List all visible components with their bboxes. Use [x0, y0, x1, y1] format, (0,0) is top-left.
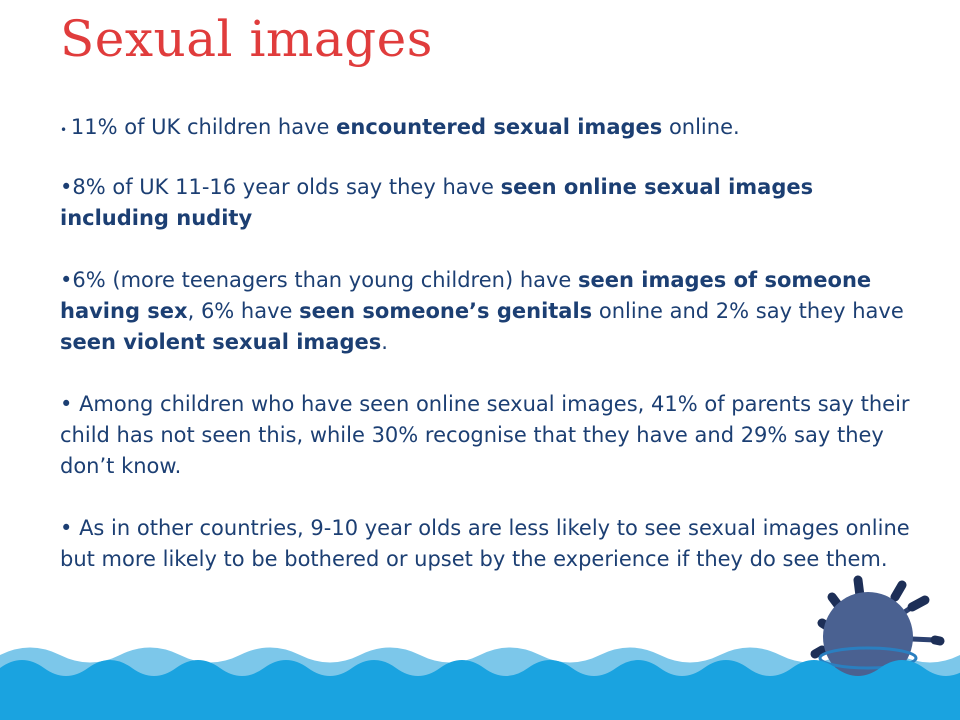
bullet-marker: •	[60, 123, 71, 137]
bold-run: encountered sexual images	[336, 115, 663, 139]
bullet-list	[60, 112, 920, 606]
text-run: online.	[662, 115, 740, 139]
bold-run: seen images of someone having sex	[60, 268, 872, 323]
bold-run: seen someone’s genitals	[299, 299, 593, 323]
bullet-5	[60, 513, 920, 575]
back-wave	[0, 648, 960, 720]
slide-title: Sexual images	[60, 10, 433, 68]
bullet-1	[60, 112, 920, 146]
text-run: 11% of UK children have	[70, 115, 337, 139]
text-run: As in other countries, 9-10 year olds are less likely to see sexual images online but more likely to be bothered or upset by the experience if they do see them.	[60, 516, 910, 571]
text-run: .	[381, 330, 388, 354]
text-run: 6% (more teenagers than young children) have	[72, 268, 579, 292]
text-run: online and 2% say they have	[592, 299, 904, 323]
bullet-4	[60, 389, 920, 482]
front-wave	[0, 660, 960, 720]
bold-run: seen online sexual images including nudity	[60, 175, 814, 230]
bullet-marker: •	[60, 268, 73, 292]
bold-run: seen violent sexual images	[60, 330, 382, 354]
text-run: , 6% have	[187, 299, 300, 323]
bullet-marker: •	[60, 175, 73, 199]
bullet-2	[60, 172, 920, 234]
bullet-marker: •	[60, 516, 80, 540]
bullet-marker: •	[60, 392, 80, 416]
bullet-3	[60, 265, 920, 358]
text-run: 8% of UK 11-16 year olds say they have	[72, 175, 501, 199]
text-run: Among children who have seen online sexual images, 41% of parents say their child has not seen this, while 30% recognise that they have and 29% say they don’t know.	[60, 392, 910, 478]
